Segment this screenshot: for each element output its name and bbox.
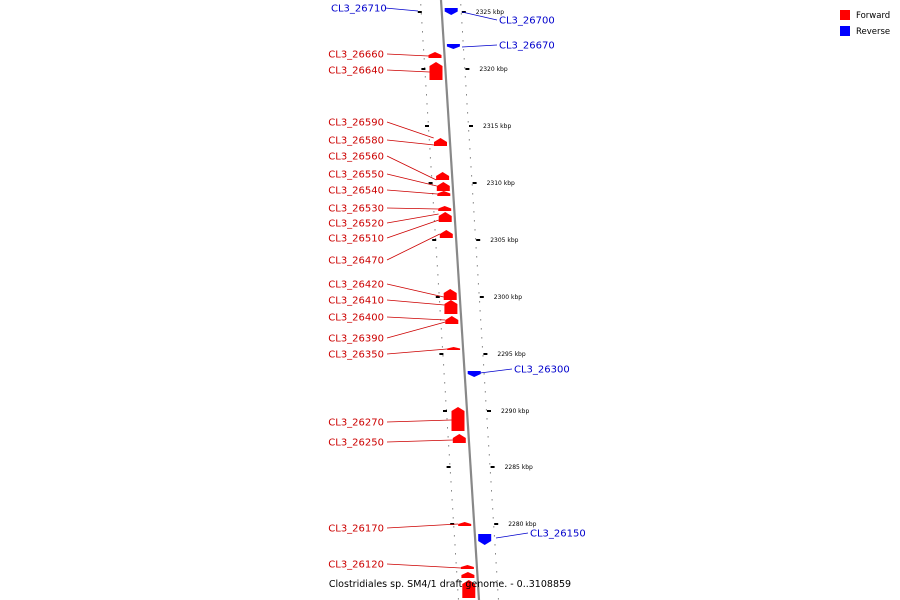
track-dot [490, 472, 491, 474]
reverse-leader-line [385, 8, 418, 11]
reverse-gene-label: CL3_26150 [530, 528, 586, 540]
track-dot [464, 58, 465, 60]
track-dot [426, 94, 427, 96]
track-dot [484, 373, 485, 375]
track-dot [449, 463, 450, 465]
track-dot [425, 85, 426, 87]
track-dot [492, 508, 493, 510]
forward-gene-label: CL3_26350 [328, 349, 384, 361]
track-dot [428, 121, 429, 123]
track-dot [424, 58, 425, 60]
track-dot [461, 22, 462, 24]
track-dot [430, 157, 431, 159]
forward-gene-label: CL3_26470 [328, 255, 384, 267]
track-dot [476, 247, 477, 249]
track-dot [491, 490, 492, 492]
track-dot [472, 184, 473, 186]
track-dot [494, 535, 495, 537]
track-dot [473, 202, 474, 204]
track-dot [448, 445, 449, 447]
forward-gene [439, 212, 452, 222]
track-dot [472, 193, 473, 195]
legend-forward-label: Forward [856, 11, 891, 21]
track-dot [436, 256, 437, 258]
tick-label: 2315 kbp [483, 123, 512, 130]
forward-gene-label: CL3_26580 [328, 135, 384, 147]
track-dot [478, 283, 479, 285]
track-dot [455, 544, 456, 546]
track-dot [429, 148, 430, 150]
track-dot [456, 571, 457, 573]
track-dot [495, 553, 496, 555]
track-dot [489, 454, 490, 456]
track-dot [480, 319, 481, 321]
gene-labels [328, 4, 585, 571]
ruler-ticks [418, 9, 537, 528]
track-dot [429, 139, 430, 141]
track-dot [475, 238, 476, 240]
legend-reverse-swatch [840, 26, 850, 36]
reverse-gene-label: CL3_26700 [499, 15, 555, 27]
forward-leader-line [387, 190, 437, 194]
track-dot [487, 427, 488, 429]
track-dot [469, 139, 470, 141]
track-dot [423, 40, 424, 42]
forward-gene [434, 138, 447, 146]
track-dot [458, 598, 459, 600]
tick-mark-forward [418, 11, 422, 13]
forward-gene [436, 172, 449, 180]
forward-leader-line [387, 300, 444, 305]
track-dot [462, 31, 463, 33]
track-dot [439, 292, 440, 294]
track-dot [422, 31, 423, 33]
reverse-leader-line [496, 533, 528, 538]
forward-leader-line [387, 564, 461, 568]
track-dot [452, 499, 453, 501]
track-dot [498, 598, 499, 600]
track-dot [496, 562, 497, 564]
forward-leader-line [387, 140, 434, 145]
track-dot [483, 355, 484, 357]
tick-mark-reverse [480, 296, 484, 298]
reverse-gene-label: CL3_26710 [331, 3, 387, 15]
forward-leader-line [387, 349, 447, 354]
track-dot [420, 4, 421, 6]
track-dot [460, 4, 461, 6]
track-dot [480, 310, 481, 312]
track-dot [493, 526, 494, 528]
track-dot [421, 13, 422, 15]
track-dot [468, 130, 469, 132]
track-dot [492, 499, 493, 501]
tick-label: 2290 kbp [501, 408, 530, 415]
tick-mark-forward [439, 353, 443, 355]
track-dot [469, 148, 470, 150]
track-dot [431, 175, 432, 177]
tick-mark-reverse [487, 410, 491, 412]
track-dot [443, 355, 444, 357]
forward-gene-label: CL3_26410 [328, 295, 384, 307]
track-dot [461, 13, 462, 15]
forward-gene [437, 182, 450, 191]
forward-gene [430, 62, 443, 80]
tick-mark-forward [443, 410, 447, 412]
track-dot [470, 157, 471, 159]
track-dot [427, 112, 428, 114]
forward-leader-line [387, 234, 440, 260]
reverse-gene [478, 534, 491, 545]
forward-gene-label: CL3_26170 [328, 523, 384, 535]
tick-mark-reverse [491, 466, 495, 468]
forward-gene-label: CL3_26400 [328, 312, 384, 324]
track-dot [487, 418, 488, 420]
forward-gene [438, 206, 451, 211]
tick-label: 2295 kbp [497, 351, 526, 358]
track-dot [493, 517, 494, 519]
track-dot [455, 553, 456, 555]
track-dot [431, 166, 432, 168]
forward-leader-line [387, 220, 439, 238]
tick-mark-forward [429, 182, 433, 184]
track-dot [443, 364, 444, 366]
track-dot [479, 301, 480, 303]
tick-mark-reverse [473, 182, 477, 184]
track-dot [427, 103, 428, 105]
forward-gene [445, 316, 458, 324]
forward-leader-line [387, 208, 438, 209]
forward-gene-label: CL3_26640 [328, 65, 384, 77]
track-dot [436, 247, 437, 249]
forward-gene-label: CL3_26250 [328, 437, 384, 449]
reverse-leader-line [480, 369, 512, 373]
track-dot [439, 301, 440, 303]
track-dot [496, 571, 497, 573]
forward-gene [437, 191, 450, 196]
track-dot [489, 463, 490, 465]
forward-gene [461, 565, 474, 569]
track-dot [444, 382, 445, 384]
track-dot [442, 346, 443, 348]
tick-mark-forward [432, 239, 436, 241]
track-dot [445, 391, 446, 393]
track-dot [438, 283, 439, 285]
forward-gene-label: CL3_26590 [328, 117, 384, 129]
forward-leader-line [387, 156, 436, 180]
reverse-leader-line [462, 45, 497, 47]
track-dot [464, 67, 465, 69]
track-dot [445, 400, 446, 402]
track-dot [474, 220, 475, 222]
track-dot [473, 211, 474, 213]
track-dot [453, 517, 454, 519]
track-dot [482, 346, 483, 348]
forward-gene [440, 230, 453, 238]
tick-mark-reverse [469, 125, 473, 127]
forward-gene [444, 300, 457, 314]
forward-leader-line [387, 214, 439, 223]
forward-gene [429, 52, 442, 58]
track-dot [463, 49, 464, 51]
track-dot [428, 130, 429, 132]
track-dot [423, 49, 424, 51]
track-dot [466, 94, 467, 96]
forward-gene [444, 289, 457, 300]
track-dot [488, 445, 489, 447]
tick-label: 2280 kbp [508, 521, 537, 528]
forward-leader-line [387, 317, 445, 320]
track-dot [421, 22, 422, 24]
forward-gene [447, 347, 460, 350]
forward-gene [458, 522, 471, 526]
track-dot [475, 229, 476, 231]
tick-mark-forward [447, 466, 451, 468]
forward-leader-line [387, 440, 453, 442]
forward-gene [461, 572, 474, 578]
tick-mark-forward [425, 125, 429, 127]
forward-leader-line [387, 70, 430, 72]
forward-leader-line [387, 54, 429, 56]
track-dot [441, 328, 442, 330]
track-dot [450, 472, 451, 474]
track-dot [425, 76, 426, 78]
reverse-gene [447, 44, 460, 49]
track-dot [463, 40, 464, 42]
tick-mark-forward [421, 68, 425, 70]
track-dot [465, 76, 466, 78]
track-dot [444, 373, 445, 375]
track-dot [453, 526, 454, 528]
forward-gene-label: CL3_26530 [328, 203, 384, 215]
tick-mark-reverse [465, 68, 469, 70]
genome-caption: Clostridiales sp. SM4/1 draft genome. - 0..3108859 [328, 579, 572, 590]
track-dot [448, 436, 449, 438]
track-dot [440, 310, 441, 312]
forward-leader-line [387, 524, 458, 528]
tick-mark-reverse [476, 239, 480, 241]
track-dot [451, 490, 452, 492]
track-dot [441, 337, 442, 339]
tick-label: 2325 kbp [475, 9, 505, 16]
forward-gene-label: CL3_26550 [328, 169, 384, 181]
track-dot [449, 454, 450, 456]
forward-leader-line [387, 322, 445, 338]
track-dot [477, 265, 478, 267]
track-dot [481, 328, 482, 330]
track-dot [454, 535, 455, 537]
track-dot [495, 544, 496, 546]
reverse-gene-label: CL3_26670 [499, 40, 555, 52]
track-dot [483, 364, 484, 366]
tick-label: 2320 kbp [479, 66, 508, 73]
forward-leader-line [387, 420, 452, 422]
tick-label: 2305 kbp [490, 237, 519, 244]
legend [840, 10, 890, 37]
track-dot [486, 409, 487, 411]
legend-reverse-label: Reverse [856, 27, 891, 37]
legend-forward-swatch [840, 10, 850, 20]
track-dot [437, 274, 438, 276]
track-dot [467, 103, 468, 105]
track-dot [476, 256, 477, 258]
track-dot [465, 85, 466, 87]
track-dot [477, 274, 478, 276]
forward-leader-line [387, 174, 437, 186]
track-dot [452, 508, 453, 510]
reverse-gene-label: CL3_26300 [514, 364, 570, 376]
track-dot [467, 112, 468, 114]
track-dot [468, 121, 469, 123]
forward-gene-label: CL3_26390 [328, 333, 384, 345]
track-dot [471, 175, 472, 177]
track-dot [488, 436, 489, 438]
track-dot [484, 382, 485, 384]
tick-label: 2310 kbp [486, 180, 515, 187]
track-dot [447, 418, 448, 420]
track-dot [435, 229, 436, 231]
forward-gene-label: CL3_26560 [328, 151, 384, 163]
track-dot [433, 202, 434, 204]
reverse-gene [445, 8, 458, 15]
track-dot [433, 211, 434, 213]
tick-label: 2300 kbp [493, 294, 523, 301]
tick-mark-reverse [483, 353, 487, 355]
tick-label: 2285 kbp [504, 464, 533, 471]
track-dot [491, 481, 492, 483]
track-dot [447, 427, 448, 429]
forward-gene [452, 407, 465, 431]
forward-gene-label: CL3_26540 [328, 185, 384, 197]
forward-leader-line [387, 122, 434, 138]
track-dot [471, 166, 472, 168]
forward-leader-line [387, 284, 444, 297]
track-dot [479, 292, 480, 294]
forward-gene-label: CL3_26510 [328, 233, 384, 245]
track-dot [485, 391, 486, 393]
forward-gene [453, 434, 466, 443]
track-dot [451, 481, 452, 483]
forward-gene-label: CL3_26270 [328, 417, 384, 429]
forward-gene-label: CL3_26660 [328, 49, 384, 61]
track-dot [481, 337, 482, 339]
track-dot [456, 562, 457, 564]
tick-mark-reverse [494, 523, 498, 525]
track-dot [485, 400, 486, 402]
forward-gene-label: CL3_26520 [328, 218, 384, 230]
forward-gene-label: CL3_26120 [328, 559, 384, 571]
reverse-gene [468, 371, 481, 377]
forward-gene-label: CL3_26420 [328, 279, 384, 291]
track-dot [437, 265, 438, 267]
